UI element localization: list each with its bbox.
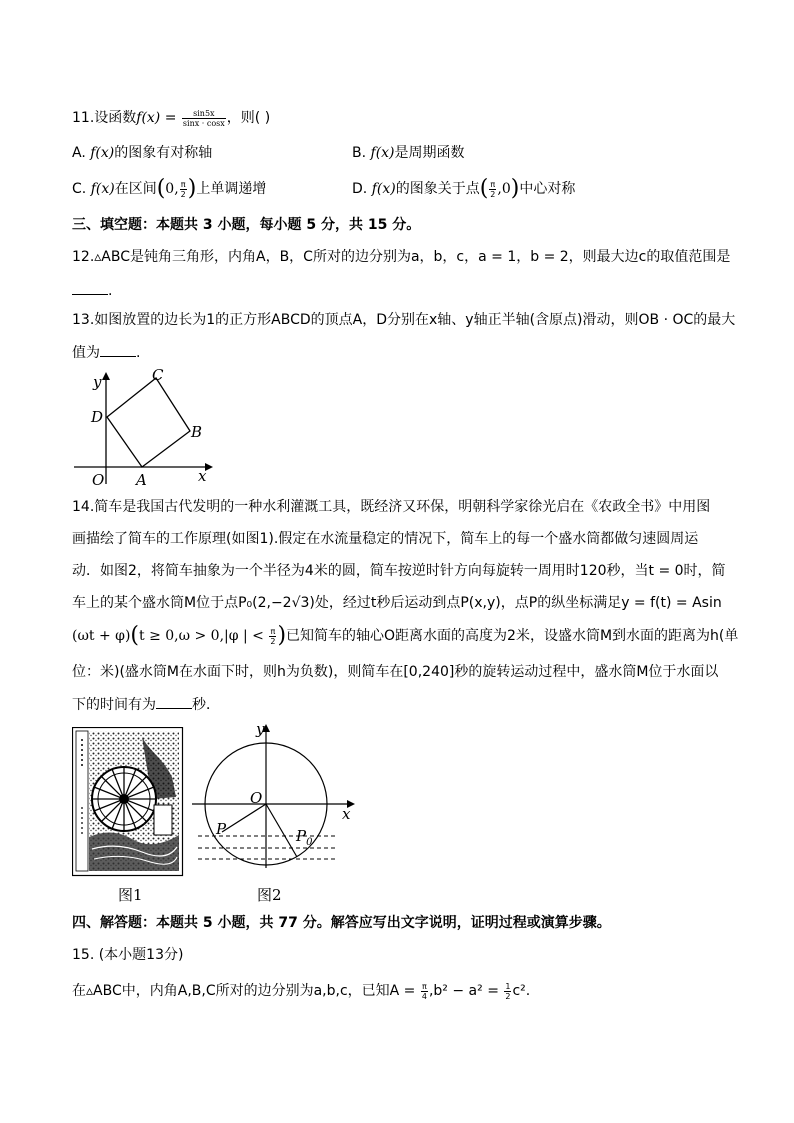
figure-1-caption: 图1 xyxy=(118,886,143,904)
section-3-heading: 三、填空题：本题共 3 小题，每小题 5 分，共 15 分。 xyxy=(72,217,421,233)
q13-line2: 值为 . xyxy=(72,342,140,363)
q14-line7: 下的时间有为 秒． xyxy=(72,694,220,715)
q11-fraction: $\frac{\sin 5x}{\sin x \cdot \cos x}$ xyxy=(182,108,225,128)
x-axis-label: x xyxy=(198,467,207,485)
q14-line3: 动．如图2，将简车抽象为一个半径为4米的圆，简车按逆时针方向每旋转一周用时120秒，当t = 0时，简 xyxy=(72,563,726,579)
square-abcd xyxy=(107,378,190,467)
q11-option-b: B. f(x)是周期函数 xyxy=(352,145,465,161)
q11-option-c: C. f(x)在区间(0, $\frac{\pi}{2}$ )上单调递增 xyxy=(72,176,267,201)
point-c-label: C xyxy=(152,366,164,384)
origin-label: O xyxy=(92,471,105,489)
q14-line6: 位：米)(盛水筒M在水面下时，则h为负数)，则简车在[0,240]秒的旋转运动过程中，盛水筒M位于水面以 xyxy=(72,664,719,680)
q15-line1: 在▵ABC中，内角A,B,C所对的边分别为a,b,c，已知A = $\frac{\pi}{4}$ ,b² − a² = $\frac{1}{2}$ c². xyxy=(72,981,531,1001)
q11-option-d: D. f(x)的图象关于点( $\frac{\pi}{2}$ ,0)中心对称 xyxy=(352,176,576,201)
q14-line1: 14.简车是我国古代发明的一种水利灌溉工具，既经济又环保，明朝科学家徐光启在《农政全书》中用图 xyxy=(72,499,711,515)
q15-header: 15. (本小题13分) xyxy=(72,947,184,963)
q14-line5: (ωt + φ)(t ≥ 0,ω > 0,|φ | < $\frac{\pi}{2}$ )已知简车的轴心O距离水面的高度为2米，设盛水筒M到水面的距离为h(单 xyxy=(72,623,739,648)
q13-line1: 13.如图放置的边长为1的正方形ABCD的顶点A，D分别在x轴、y轴正半轴(含原点)滑动，则OB · OC的最大 xyxy=(72,312,736,328)
q14-figure-1-illustration xyxy=(72,727,184,877)
section-4-heading: 四、解答题：本题共 5 小题，共 77 分。解答应写出文字说明，证明过程或演算步骤。 xyxy=(72,915,611,931)
q13-answer-blank xyxy=(100,342,136,357)
fig2-x-label: x xyxy=(342,805,351,823)
point-b-label: B xyxy=(191,423,203,441)
fig2-point-p0-label: $P_0$ xyxy=(296,827,313,848)
q14-answer-blank xyxy=(156,694,192,709)
point-d-label: D xyxy=(91,408,104,426)
q12-line2: . xyxy=(72,280,112,301)
fig2-y-label: y xyxy=(256,720,265,738)
q14-figure-2-diagram xyxy=(192,718,362,873)
q12-answer-blank xyxy=(72,280,108,295)
q14-line2: 画描绘了简车的工作原理(如图1).假定在水流量稳定的情况下，简车上的每一个盛水筒都做匀速圆周运 xyxy=(72,531,699,547)
figure-2-caption: 图2 xyxy=(257,886,282,904)
y-axis-label: y xyxy=(93,373,102,391)
q11-stem: 11.设函数f(x) = $\frac{\sin 5x}{\sin x \cdot \cos x}$ ，则( ) xyxy=(72,108,271,128)
fig2-point-p-label: P xyxy=(216,820,227,838)
q14-line4: 车上的某个盛水筒M位于点P₀(2,−2√3)处，经过t秒后运动到点P(x,y)，点P的纵坐标满足y = f(t) = Asin xyxy=(72,595,722,611)
q13-figure xyxy=(70,360,220,490)
fig2-origin-label: O xyxy=(250,789,263,807)
q11-option-a: A. f(x)的图象有对称轴 xyxy=(72,145,213,161)
q12-line1: 12.▵ABC是钝角三角形，内角A，B，C所对的边分别为a，b，c，a = 1，b = 2，则最大边c的取值范围是 xyxy=(72,249,731,265)
point-a-label: A xyxy=(136,471,147,489)
